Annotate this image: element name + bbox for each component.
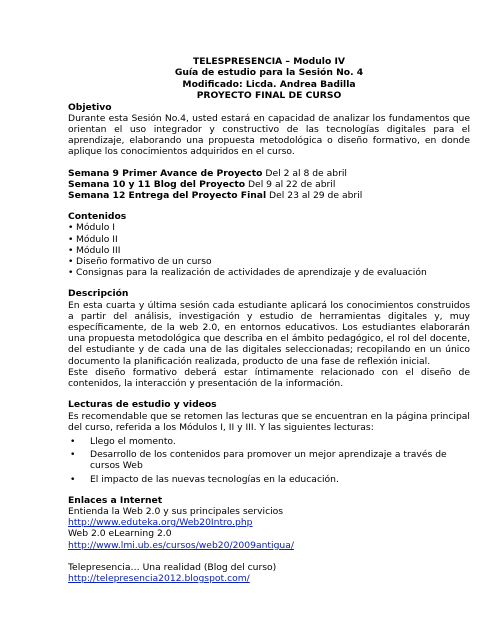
document-page	[68, 56, 470, 584]
list-item-text: Módulo I	[76, 222, 116, 234]
header-author: Modificado: Licda. Andrea Badilla	[182, 78, 356, 90]
list-item	[68, 267, 470, 278]
contenidos-list	[68, 222, 470, 278]
header-title: TELESPRESENCIA – Modulo IV	[193, 56, 345, 67]
list-item-text: Diseño formativo de un curso	[76, 256, 212, 268]
schedule-week: Semana 10 y 11 Blog del Proyecto	[68, 178, 246, 190]
schedule-week: Semana 12 Entrega del Proyecto Final	[68, 190, 267, 202]
descripcion-section	[68, 288, 470, 389]
contenidos-section	[68, 211, 470, 278]
list-item-text: Consignas para la realización de actividades de aprendizaje y de evaluación	[76, 267, 427, 279]
enlace-link[interactable]: http://telepresencia2012.blogspot.com/	[68, 572, 250, 584]
objetivo-text: Durante esta Sesión No.4, usted estará en capacidad de analizar los fundamentos que orientan el uso integrador y constructivo de las tecnologías digitales para el aprendizaje, elaborando una propuesta metodológica o diseño formativo, en donde aplique los conocimientos adquiridos en el curso.	[68, 112, 470, 158]
schedule-dates: Del 2 al 8 de abril	[262, 167, 347, 179]
list-item	[68, 449, 470, 471]
document-header	[68, 56, 470, 102]
bullet-icon: •	[70, 449, 76, 461]
bullet-icon: •	[70, 473, 76, 485]
objetivo-heading: Objetivo	[68, 101, 112, 113]
list-item	[68, 234, 470, 245]
list-item-text: Llego el momento.	[90, 435, 176, 447]
list-item	[68, 256, 470, 267]
bullet-icon: •	[68, 256, 74, 268]
lecturas-heading: Lecturas de estudio y videos	[68, 399, 217, 411]
bullet-icon: •	[68, 233, 74, 245]
lecturas-text: Es recomendable que se retomen las lecturas que se encuentran en la página principal del curso, referida a los Módulos I, II y III. Y las siguientes lecturas:	[68, 410, 470, 433]
schedule-item	[68, 179, 470, 190]
schedule-dates: Del 23 al 29 de abril	[266, 190, 363, 202]
header-project: PROYECTO FINAL DE CURSO	[196, 90, 342, 102]
list-item	[68, 436, 470, 447]
descripcion-heading: Descripción	[68, 288, 129, 300]
list-item-text: El impacto de las nuevas tecnologías en la educación.	[90, 473, 339, 485]
lecturas-list	[68, 436, 470, 485]
list-item-text: Módulo II	[76, 233, 118, 245]
bullet-icon: •	[68, 222, 74, 234]
schedule-item	[68, 168, 470, 179]
lecturas-section	[68, 399, 470, 484]
bullet-icon: •	[68, 244, 74, 256]
schedule-dates: Del 9 al 22 de abril	[245, 178, 336, 190]
schedule-item	[68, 190, 470, 201]
schedule	[68, 168, 470, 202]
list-item	[68, 474, 470, 485]
descripcion-text-2: Este diseño formativo deberá estar íntimamente relacionado con el diseño de contenidos, la interacción y presentación de la información.	[68, 366, 470, 390]
enlace-link[interactable]: http://www.lmi.ub.es/cursos/web20/2009antigua/	[68, 539, 294, 551]
enlace-label: Entienda la Web 2.0 y sus principales servicios	[68, 505, 284, 517]
descripcion-text: En esta cuarta y última sesión cada estudiante aplicará los conocimientos construidos a partir del análisis, investigación y estudio de herramientas digitales y, muy específicamente, de la web 2.0, en entornos educativos. Los estudiantes elaborarán una propuesta metodológica que describa en el ámbito pedagógico, el rol del docente, del estudiante y de cada una de las digitales seleccionadas; recopilando en un único documento la planificación realizada, producto de una fase de reflexión inicial.	[68, 299, 470, 367]
schedule-week: Semana 9 Primer Avance de Proyecto	[68, 167, 263, 179]
list-item	[68, 222, 470, 233]
enlace-label: Telepresencia… Una realidad (Blog del curso)	[68, 561, 277, 573]
enlace-link[interactable]: http://www.eduteka.org/Web20Intro.php	[68, 517, 253, 529]
contenidos-heading: Contenidos	[68, 211, 127, 223]
enlaces-section	[68, 495, 470, 584]
list-item-text: Desarrollo de los contenidos para promover un mejor aprendizaje a través de cursos Web	[90, 449, 447, 472]
header-subtitle: Guía de estudio para la Sesión No. 4	[174, 67, 364, 79]
bullet-icon: •	[70, 435, 76, 447]
bullet-icon: •	[68, 267, 74, 279]
list-item	[68, 245, 470, 256]
enlaces-heading: Enlaces a Internet	[68, 494, 163, 506]
objetivo-section	[68, 102, 470, 158]
enlace-label: Web 2.0 eLearning 2.0	[68, 528, 172, 540]
list-item-text: Módulo III	[76, 244, 121, 256]
